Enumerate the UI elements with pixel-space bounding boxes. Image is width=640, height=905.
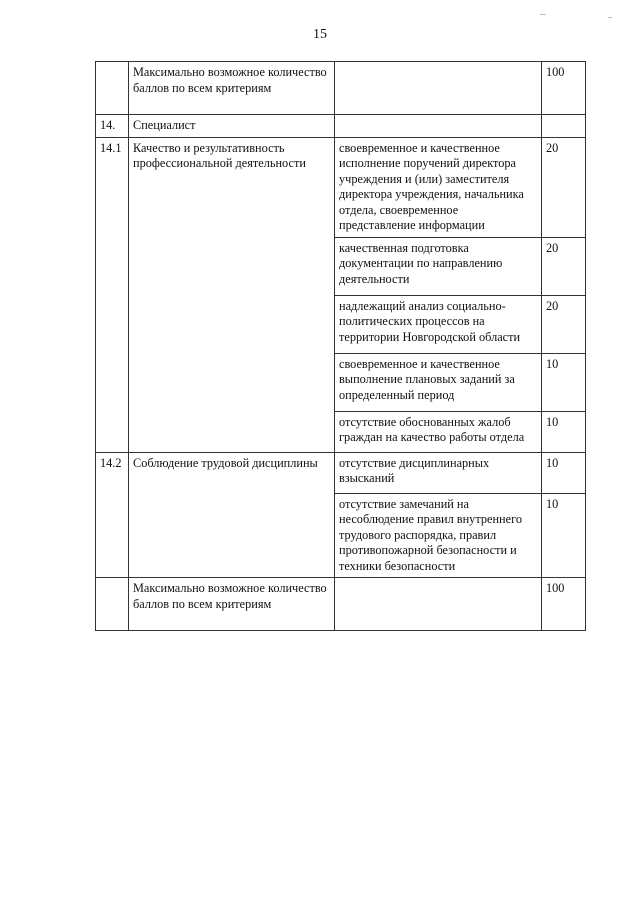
indicator-cell <box>335 578 542 631</box>
row-number-cell: 14. <box>96 115 129 138</box>
indicator-cell <box>335 62 542 115</box>
criterion-cell: Максимально возможное количество баллов по всем критериям <box>129 62 335 115</box>
indicator-cell: отсутствие дисциплинарных взысканий <box>335 452 542 493</box>
score-cell: 10 <box>542 353 586 411</box>
criterion-cell: Соблюдение трудовой дисциплины <box>129 452 335 578</box>
indicator-cell <box>335 115 542 138</box>
table-row <box>96 578 586 631</box>
row-number-cell: 14.1 <box>96 137 129 452</box>
score-cell: 20 <box>542 137 586 237</box>
page-number: 15 <box>313 27 327 42</box>
row-number-cell <box>96 578 129 631</box>
table-row <box>96 62 586 115</box>
score-cell: 20 <box>542 295 586 353</box>
score-cell <box>542 115 586 138</box>
score-cell: 20 <box>542 237 586 295</box>
indicator-cell: своевременное и качественное выполнение плановых заданий за определенный период <box>335 353 542 411</box>
scan-mark <box>608 17 612 18</box>
score-cell: 10 <box>542 411 586 452</box>
criterion-cell: Максимально возможное количество баллов по всем критериям <box>129 578 335 631</box>
criteria-table <box>95 61 586 631</box>
indicator-cell: отсутствие замечаний на несоблюдение правил внутреннего трудового распорядка, правил противопожарной безопасности и техники безопасности <box>335 493 542 578</box>
table-row <box>96 137 586 237</box>
score-cell: 100 <box>542 578 586 631</box>
scan-mark <box>540 14 546 15</box>
row-number-cell: 14.2 <box>96 452 129 578</box>
score-cell: 10 <box>542 493 586 578</box>
indicator-cell: отсутствие обоснованных жалоб граждан на качество работы отдела <box>335 411 542 452</box>
criterion-cell: Качество и результативность профессиональной деятельности <box>129 137 335 452</box>
score-cell: 100 <box>542 62 586 115</box>
indicator-cell: надлежащий анализ социально-политических процессов на территории Новгородской области <box>335 295 542 353</box>
table-row <box>96 452 586 493</box>
criterion-cell: Специалист <box>129 115 335 138</box>
score-cell: 10 <box>542 452 586 493</box>
row-number-cell <box>96 62 129 115</box>
table-row <box>96 115 586 138</box>
indicator-cell: своевременное и качественное исполнение поручений директора учреждения и (или) заместителя директора учреждения, начальника отдела, своевременное представление информации <box>335 137 542 237</box>
indicator-cell: качественная подготовка документации по направлению деятельности <box>335 237 542 295</box>
